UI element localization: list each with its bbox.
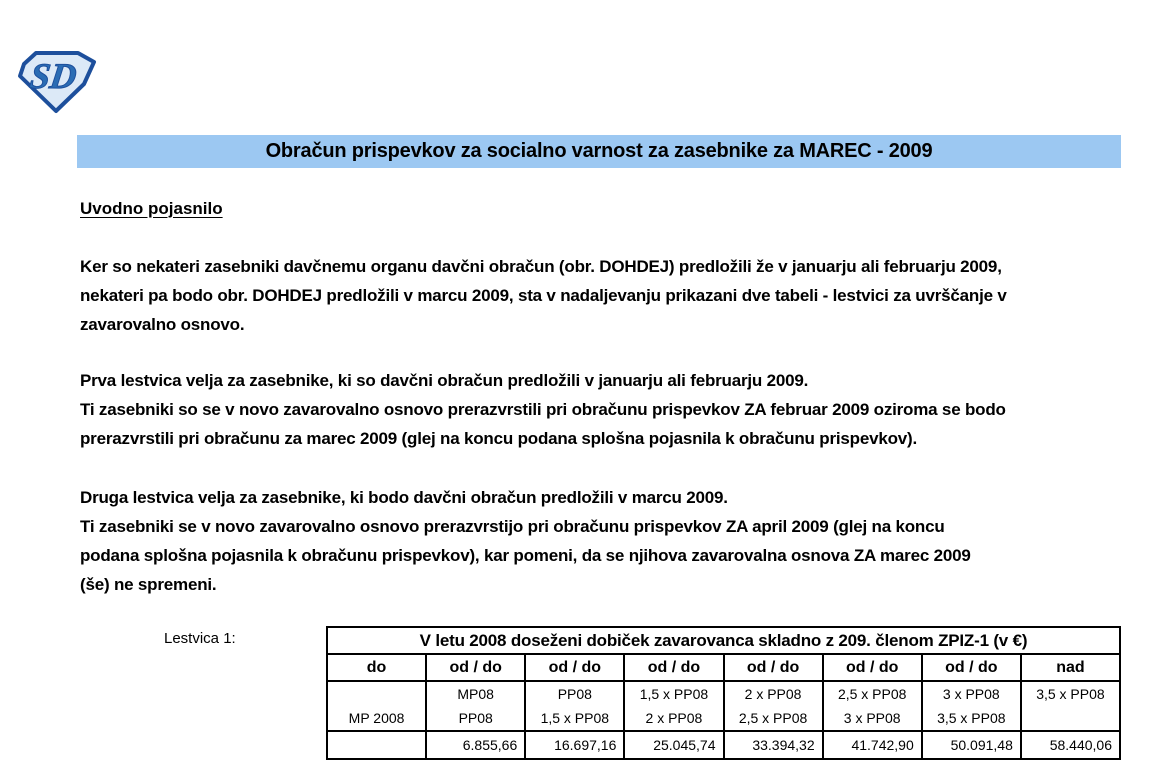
paragraph-1	[80, 252, 1135, 339]
value-cell-5: 33.394,32	[724, 731, 823, 759]
lestvica-1-table	[326, 626, 1121, 760]
bound-lower-4: 2 x PP08	[645, 710, 703, 726]
table-range-header-row	[327, 654, 1120, 681]
range-header-do: do	[327, 654, 426, 681]
paragraph-3-line-3: podana splošna pojasnila k obračunu prispevkov), kar pomeni, da se njihova zavarovalna osnova ZA marec 2009	[80, 546, 971, 565]
paragraph-1-line-2: nekateri pa bodo obr. DOHDEJ predložili v marcu 2009, sta v nadaljevanju prikazani dve tabeli - lestvici za uvrščanje v	[80, 286, 1007, 305]
paragraph-3-line-4: (še) ne spremeni.	[80, 575, 217, 594]
sd-logo-icon	[14, 50, 98, 114]
value-cell-7: 50.091,48	[922, 731, 1021, 759]
bound-upper-3: PP08	[557, 686, 592, 702]
lestvica-1-label: Lestvica 1:	[164, 630, 236, 647]
bounds-cell-3	[525, 681, 624, 731]
bound-upper-8: 3,5 x PP08	[1036, 686, 1105, 702]
bound-upper-6: 2,5 x PP08	[837, 686, 907, 702]
table-title-row	[327, 627, 1120, 654]
title-banner	[77, 135, 1121, 168]
paragraph-2-line-2: Ti zasebniki so se v novo zavarovalno osnovo prerazvrstili pri obračunu prispevkov ZA februar 2009 oziroma se bodo	[80, 400, 1006, 419]
paragraph-2	[80, 366, 1135, 453]
paragraph-1-line-3: zavarovalno osnovo.	[80, 315, 245, 334]
value-cell-4: 25.045,74	[624, 731, 723, 759]
page-title: Obračun prispevkov za socialno varnost za zasebnike za MAREC - 2009	[265, 140, 933, 162]
bounds-cell-2	[426, 681, 525, 731]
range-header-oddo-4: od / do	[724, 654, 823, 681]
bounds-cell-5	[724, 681, 823, 731]
bounds-cell-7	[922, 681, 1021, 731]
paragraph-3	[80, 483, 1135, 599]
bounds-cell-6	[823, 681, 922, 731]
bounds-cell-4	[624, 681, 723, 731]
bound-lower-1: MP 2008	[348, 710, 405, 726]
bound-lower-5: 2,5 x PP08	[738, 710, 808, 726]
range-header-oddo-2: od / do	[525, 654, 624, 681]
bound-upper-1	[329, 684, 424, 704]
bound-upper-7: 3 x PP08	[942, 686, 1000, 702]
bound-lower-6: 3 x PP08	[843, 710, 901, 726]
value-cell-2: 6.855,66	[426, 731, 525, 759]
value-cell-3: 16.697,16	[525, 731, 624, 759]
paragraph-3-line-1: Druga lestvica velja za zasebnike, ki bodo davčni obračun predložili v marcu 2009.	[80, 488, 728, 507]
bounds-cell-8	[1021, 681, 1120, 731]
bound-lower-2: PP08	[458, 710, 493, 726]
value-cell-1	[327, 731, 426, 759]
table-bounds-row	[327, 681, 1120, 731]
bound-upper-2: MP08	[457, 686, 494, 702]
range-header-oddo-5: od / do	[823, 654, 922, 681]
bounds-cell-1	[327, 681, 426, 731]
table-title: V letu 2008 doseženi dobiček zavarovanca skladno z 209. členom ZPIZ-1 (v €)	[327, 627, 1120, 654]
paragraph-3-line-2: Ti zasebniki se v novo zavarovalno osnovo prerazvrstijo pri obračunu prispevkov ZA april 2009 (glej na koncu	[80, 517, 945, 536]
paragraph-1-line-1: Ker so nekateri zasebniki davčnemu organu davčni obračun (obr. DOHDEJ) predložili že v januarju ali februarju 2009,	[80, 257, 1002, 276]
sd-logo-letters: SD	[27, 56, 80, 96]
bound-lower-3: 1,5 x PP08	[540, 710, 610, 726]
table-values-row	[327, 731, 1120, 759]
bound-lower-7: 3,5 x PP08	[937, 710, 1006, 726]
paragraph-2-line-1: Prva lestvica velja za zasebnike, ki so davčni obračun predložili v januarju ali februarju 2009.	[80, 371, 809, 390]
bound-upper-5: 2 x PP08	[744, 686, 802, 702]
paragraph-2-line-3: prerazvrstili pri obračunu za marec 2009 (glej na koncu podana splošna pojasnila k obračunu prispevkov).	[80, 429, 918, 448]
range-header-nad: nad	[1021, 654, 1120, 681]
value-cell-6: 41.742,90	[823, 731, 922, 759]
value-cell-8: 58.440,06	[1021, 731, 1120, 759]
bound-upper-4: 1,5 x PP08	[639, 686, 709, 702]
range-header-oddo-3: od / do	[624, 654, 723, 681]
intro-heading: Uvodno pojasnilo	[80, 199, 223, 218]
range-header-oddo-6: od / do	[922, 654, 1021, 681]
sd-shield-icon	[14, 50, 98, 114]
bound-lower-8	[1023, 708, 1118, 728]
range-header-oddo-1: od / do	[426, 654, 525, 681]
